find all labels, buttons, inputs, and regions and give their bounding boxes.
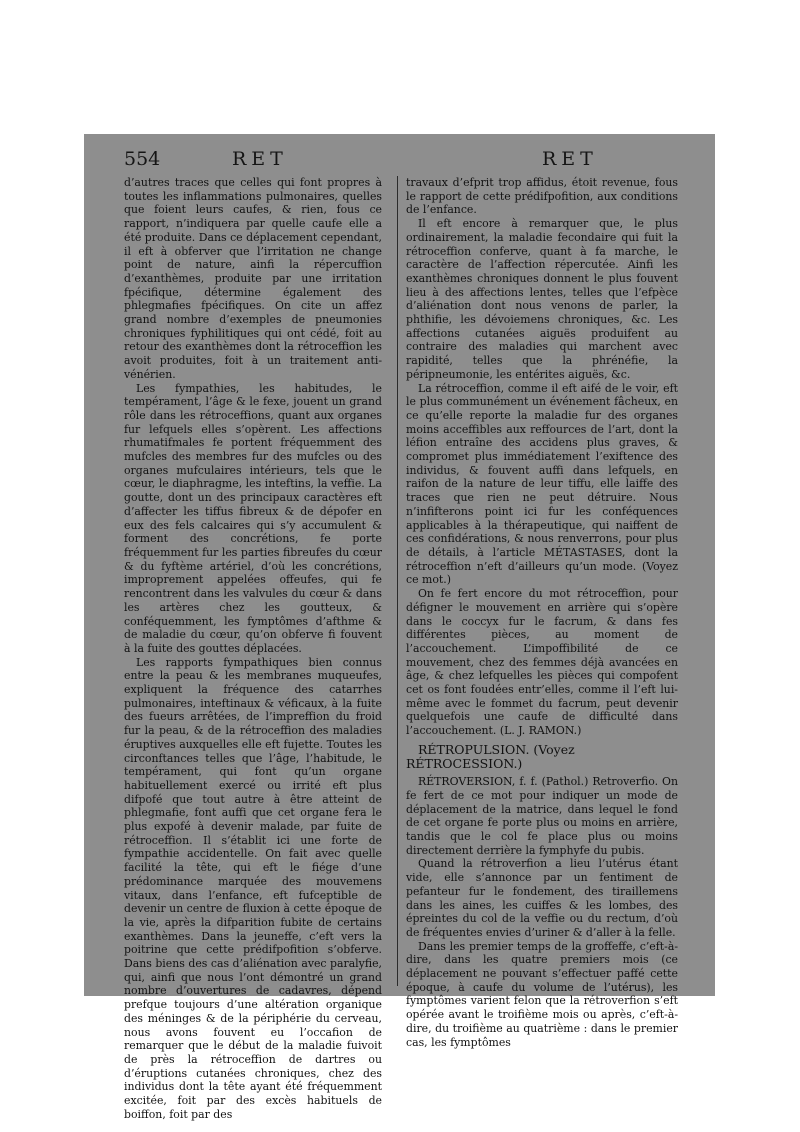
entry-heading-retropulsion: RÉTROPULSION. (Voyez RÉTROCESSION.) bbox=[406, 741, 575, 771]
paragraph: d’autres traces que celles qui font propres à toutes les inflammations pulmonaires, quelles que foient leurs caufes, & rien, fous ce rapport, n’indiquera par quelle caufe elle a été produite. Dans ce déplacement cependant, il eft à obferver que l’irritation ne change point de nature, ainfi la répercuffion d’exanthèmes, produite par une irritation fpécifique, détermine également des phlegmafies fpécifiques. On cite un affez grand nombre d’exemples de pneumonies chroniques fyphilitiques qui ont cédé, foit au retour des exanthèmes dont la rétroceffion les avoit produites, foit à un traitement anti-vénérien. bbox=[124, 176, 382, 381]
running-head-left: RET bbox=[232, 148, 288, 170]
page-number: 554 bbox=[124, 148, 161, 170]
left-column bbox=[124, 176, 382, 1122]
paragraph: Les fympathies, les habitudes, le tempérament, l’âge & le fexe, jouent un grand rôle dans les rétroceffions, quant aux organes fur lefquels elles s’opèrent. Les affections rhumatifmales fe portent fréquemment des mufcles des membres fur des mufcles ou des organes mufculaires intérieurs, tels que le cœur, le diaphragme, les inteftins, la veffie. La goutte, dont un des principaux caractères eft d’affecter les tiffus fibreux & de dépofer en eux des fels calcaires qui s’y accumulent & forment des concrétions, fe porte fréquemment fur les parties fibreufes du cœur & du fyftème artériel, d’où les concrétions, improprement appelées offeufes, qui fe rencontrent dans les valvules du cœur & dans les artères chez les goutteux, & conféquemment, les fymptômes d’afthme & de maladie du cœur, qu’on obferve fi fouvent à la fuite des gouttes déplacées. bbox=[124, 381, 382, 655]
paragraph: Il eft encore à remarquer que, le plus ordinairement, la maladie fecondaire qui fuit la rétroceffion conferve, quant à fa marche, le caractère de l’affection répercutée. Ainfi les exanthèmes chroniques donnent le plus fouvent lieu à des affections lentes, telles que l’efpèce d’aliénation dont nous venons de parler, la phthifie, les dévoiemens chroniques, &c. Les affections cutanées aiguës produifent au contraire des maladies qui marchent avec rapidité, telles que la phrénéfie, la péripneumonie, les entérites aiguës, &c. bbox=[406, 217, 678, 381]
scanned-page bbox=[84, 134, 715, 1121]
running-head-right: RET bbox=[542, 148, 598, 170]
paragraph: Quand la rétroverfion a lieu l’utérus étant vide, elle s’annonce par un fentiment de pefanteur fur le fondement, des tiraillemens dans les aines, les cuiffes & les lombes, des épreintes du col de la veffie ou du rectum, d’où de fréquentes envies d’uriner & d’aller à la felle. bbox=[406, 857, 678, 939]
page-header bbox=[124, 148, 664, 172]
entry-retroversion: RÉTROVERSION, f. f. (Pathol.) Retroverfio. On fe fert de ce mot pour indiquer un mode de déplacement de la matrice, dans lequel le fond de cet organe fe porte plus ou moins en arrière, tandis que le col fe place plus ou moins directement derrière la fymphyfe du pubis. bbox=[406, 775, 678, 857]
paragraph: Dans les premier temps de la groffeffe, c’eft-à-dire, dans les quatre premiers mois (ce déplacement ne pouvant s’effectuer paffé cette époque, à caufe du volume de l’utérus), les fymptômes varient felon que la rétroverfion s’eft opérée avant le troifième mois ou après, c’eft-à-dire, du troifième au quatrième : dans le premier cas, les fymptômes bbox=[406, 939, 678, 1049]
column-divider bbox=[397, 176, 398, 986]
right-column bbox=[406, 176, 678, 1049]
paragraph: travaux d’efprit trop affidus, étoit revenue, fous le rapport de cette prédifpofition, aux conditions de l’enfance. bbox=[406, 176, 678, 217]
paragraph: On fe fert encore du mot rétroceffion, pour défigner le mouvement en arrière qui s’opère dans le coccyx fur le facrum, & dans fes différentes pièces, au moment de l’accouchement. L’impoffibilité de ce mouvement, chez des femmes déjà avancées en âge, & chez lefquelles les pièces qui compofent cet os font foudées entr’elles, comme il l’eft lui-même avec le fommet du facrum, peut devenir quelquefois une caufe de difficulté dans l’accouchement. (L. J. RAMON.) bbox=[406, 587, 678, 738]
paragraph: Les rapports fympathiques bien connus entre la peau & les membranes muqueufes, expliquent la fréquence des catarrhes pulmonaires, inteftinaux & véficaux, à la fuite des fueurs arrêtées, de l’impreffion du froid fur la peau, & de la rétroceffion des maladies éruptives auxquelles elle eft fujette. Toutes les circonftances telles que l’âge, l’habitude, le tempérament, qui font qu’un organe habituellement exercé ou irrité eft plus difpofé que tout autre à être atteint de phlegmafie, font auffi que cet organe fera le plus expofé à devenir malade, par fuite de rétroceffion. Il s’établit ici une forte de fympathie accidentelle. On fait avec quelle facilité la tête, qui eft le fiége d’une prédominance marquée des mouvemens vitaux, dans l’enfance, eft fufceptible de devenir un centre de fluxion à cette époque de la vie, après la difparition fubite de certains exanthèmes. Dans la jeuneffe, c’eft vers la poitrine que cette prédifpofition s’obferve. Dans biens des cas d’aliénation avec paralyfie, qui, ainfi que nous l’ont démontré un grand nombre d’ouvertures de cadavres, dépend prefque toujours d’une altération organique des méninges & de la périphérie du cerveau, nous avons fouvent eu l’occafion de remarquer que le début de la maladie fuivoit de près la rétroceffion de dartres ou d’éruptions cutanées chroniques, chez des individus dont la tête ayant été fréquemment excitée, foit par des excès habituels de boiffon, foit par des bbox=[124, 655, 382, 1121]
paragraph: La rétroceffion, comme il eft aifé de le voir, eft le plus communément un événement fâcheux, en ce qu’elle reporte la maladie fur des organes moins acceffibles aux reffources de l’art, dont la léfion entraîne des accidens plus graves, & compromet plus immédiatement l’exiftence des individus, & fouvent auffi dans lefquels, en raifon de la nature de leur tiffu, elle laiffe des traces que rien ne peut détruire. Nous n’infifterons point ici fur les conféquences applicables à la thérapeutique, qui naiffent de ces confidérations, & nous renverrons, pour plus de détails, à l’article MÉTASTASES, dont la rétroceffion n’eft d’ailleurs qu’un mode. (Voyez ce mot.) bbox=[406, 381, 678, 587]
